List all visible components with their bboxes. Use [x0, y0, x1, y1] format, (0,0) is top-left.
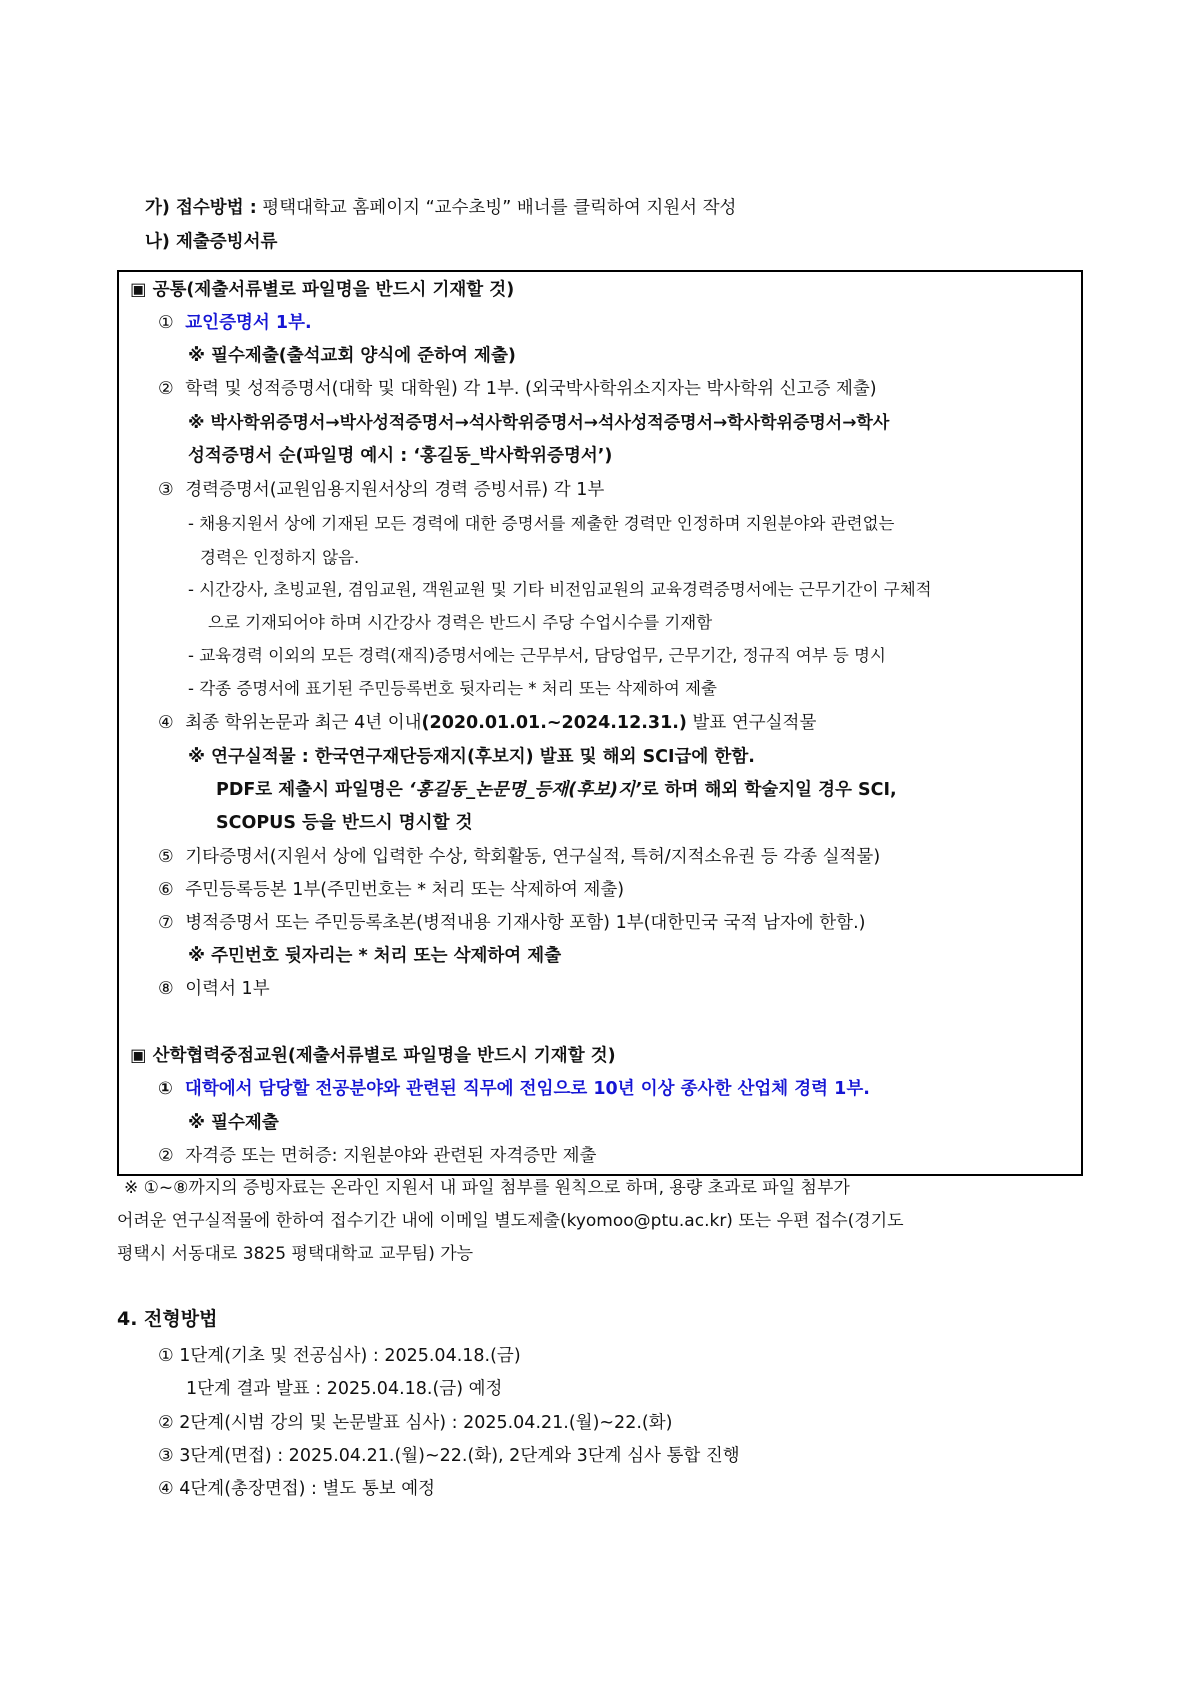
item-number: ④: [158, 713, 174, 733]
military-certificate-text: 병적증명서 또는 주민등록초본(병적내용 기재사항 포함) 1부(대한민국 국적 남자에 한함.): [185, 913, 866, 933]
industry-header: ▣ 산학협력중점교원(제출서류별로 파일명을 반드시 기재할 것): [130, 1046, 616, 1066]
common-item-6: [158, 878, 624, 902]
other-certificate-text: 기타증명서(지원서 상에 입력한 수상, 학회활동, 연구실적, 특허/지적소유권 등 각종 실적물): [185, 847, 881, 867]
industry-item-1-note: ※ 필수제출: [188, 1113, 279, 1133]
item-number: ⑦: [158, 913, 174, 933]
career-bullet-4: - 각종 증명서에 표기된 주민등록번호 뒷자리는 * 처리 또는 삭제하여 제출: [188, 679, 717, 698]
research-note-2-pre: PDF로 제출시 파일명은: [216, 780, 409, 800]
industry-item-2: [158, 1144, 596, 1168]
receipt-method-text: 평택대학교 홈페이지 “교수초빙” 배너를 클릭하여 지원서 작성: [262, 198, 737, 218]
stage-3: ③ 3단계(면접) : 2025.04.21.(월)~22.(화), 2단계와 3단계 심사 통합 진행: [158, 1446, 740, 1466]
item-number: ①: [158, 1079, 173, 1099]
industry-item-1: [158, 1077, 870, 1101]
receipt-method-label: 가) 접수방법 :: [145, 198, 257, 218]
footnote-line-1: ※ ①~⑧까지의 증빙자료는 온라인 지원서 내 파일 첨부를 원칙으로 하며, 용량 초과로 파일 첨부가: [124, 1178, 850, 1198]
receipt-method-line: [145, 196, 736, 220]
common-item-2-note-line1: ※ 박사학위증명서→박사성적증명서→석사학위증명서→석사성적증명서→학사학위증명서→학사: [188, 413, 890, 433]
stage-2: ② 2단계(시범 강의 및 논문발표 심사) : 2025.04.21.(월)~22.(화): [158, 1413, 673, 1433]
item-number: ②: [158, 379, 174, 399]
common-item-3: [158, 478, 604, 502]
common-header: ▣ 공통(제출서류별로 파일명을 반드시 기재할 것): [130, 280, 515, 300]
research-note-2-post: 로 하며 해외 학술지일 경우 SCI,: [641, 780, 897, 800]
footnote-line-3: 평택시 서동대로 3825 평택대학교 교무팀) 가능: [117, 1244, 474, 1264]
common-item-4: [158, 711, 816, 735]
research-note-3: SCOPUS 등을 반드시 명시할 것: [216, 813, 473, 833]
research-note-1: ※ 연구실적물 : 한국연구재단등재지(후보지) 발표 및 해외 SCI급에 한함.: [188, 747, 755, 767]
research-period: (2020.01.01.~2024.12.31.): [421, 713, 687, 733]
career-bullet-2-line1: - 시간강사, 초빙교원, 겸임교원, 객원교원 및 기타 비전임교원의 교육경력증명서에는 근무기간이 구체적: [188, 580, 932, 599]
item-number: ③: [158, 480, 174, 500]
resident-registration-text: 주민등록등본 1부(주민번호는 * 처리 또는 삭제하여 제출): [185, 880, 625, 900]
research-note-2: [216, 778, 897, 802]
common-item-2: [158, 377, 877, 401]
stage-1-result: 1단계 결과 발표 : 2025.04.18.(금) 예정: [186, 1379, 503, 1399]
career-bullet-2-line2: 으로 기재되어야 하며 시간강사 경력은 반드시 주당 수업시수를 기재함: [208, 613, 713, 632]
common-item-8: [158, 977, 270, 1001]
stage-1: ① 1단계(기초 및 전공심사) : 2025.04.18.(금): [158, 1346, 521, 1366]
item-number: ⑤: [158, 847, 174, 867]
item-number: ⑧: [158, 979, 174, 999]
career-bullet-1-line1: - 채용지원서 상에 기재된 모든 경력에 대한 증명서를 제출한 경력만 인정하며 지원분야와 관련없는: [188, 514, 895, 533]
stage-4: ④ 4단계(총장면접) : 별도 통보 예정: [158, 1479, 436, 1499]
common-item-7-note: ※ 주민번호 뒷자리는 * 처리 또는 삭제하여 제출: [188, 946, 562, 966]
research-text-pre: 최종 학위논문과 최근 4년 이내: [185, 713, 422, 733]
license-text: 자격증 또는 면허증: 지원분야와 관련된 자격증만 제출: [185, 1146, 597, 1166]
common-item-1-note: ※ 필수제출(출석교회 양식에 준하여 제출): [188, 346, 516, 366]
career-bullet-3: - 교육경력 이외의 모든 경력(재직)증명서에는 근무부서, 담당업무, 근무기간, 정규직 여부 등 명시: [188, 646, 886, 665]
common-item-2-note-line2: 성적증명서 순(파일명 예시 : ‘홍길동_박사학위증명서’): [188, 446, 613, 466]
resume-text: 이력서 1부: [185, 979, 270, 999]
research-text-post: 발표 연구실적물: [686, 713, 817, 733]
education-certificate-text: 학력 및 성적증명서(대학 및 대학원) 각 1부. (외국박사학위소지자는 박사학위 신고증 제출): [185, 379, 877, 399]
item-number: ⑥: [158, 880, 174, 900]
career-certificate-text: 경력증명서(교원임용지원서상의 경력 증빙서류) 각 1부: [185, 480, 605, 500]
research-filename-example: ‘홍길동_논문명_등재(후보)지’: [408, 780, 642, 800]
common-item-5: [158, 845, 880, 869]
footnote-line-2: 어려운 연구실적물에 한하여 접수기간 내에 이메일 별도제출(kyomoo@ptu.ac.kr) 또는 우편 접수(경기도: [117, 1211, 904, 1231]
evidence-documents-heading: 나) 제출증빙서류: [145, 232, 278, 252]
industry-career-text: 대학에서 담당할 전공분야와 관련된 직무에 전임으로 10년 이상 종사한 산업체 경력 1부.: [184, 1079, 870, 1099]
common-item-7: [158, 911, 865, 935]
church-certificate-text: 교인증명서 1부.: [185, 313, 312, 333]
common-item-1: [158, 311, 312, 335]
item-number: ②: [158, 1146, 174, 1166]
section-4-title: 4. 전형방법: [117, 1308, 218, 1330]
career-bullet-1-line2: 경력은 인정하지 않음.: [200, 548, 360, 567]
item-number: ①: [158, 313, 174, 333]
